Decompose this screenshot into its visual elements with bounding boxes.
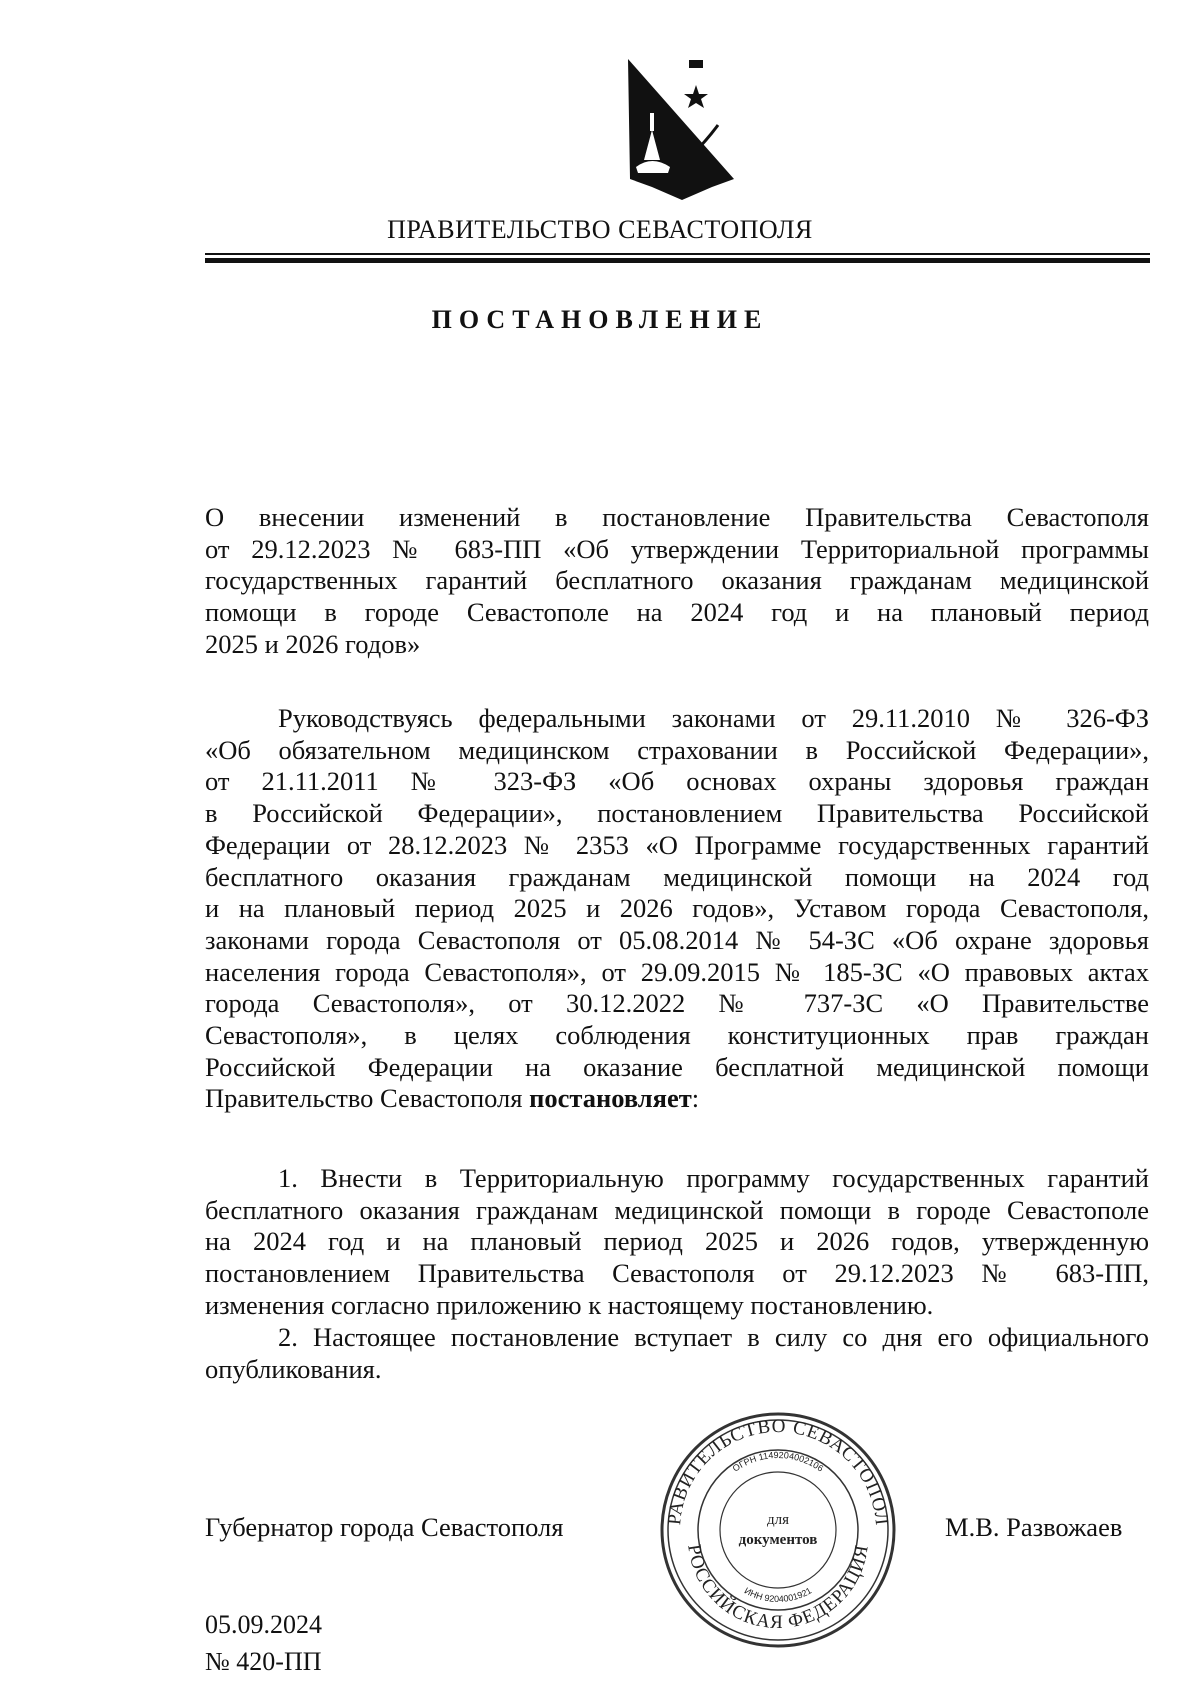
document-date: 05.09.2024	[205, 1610, 322, 1639]
item-line: изменения согласно приложению к настоящему постановлению.	[205, 1289, 934, 1320]
preamble-line: от 21.11.2011 № 323-ФЗ «Об основах охраны здоровья граждан	[205, 766, 1149, 797]
subject-line: от 29.12.2023 № 683-ПП «Об утверждении Территориальной программы	[205, 533, 1149, 564]
government-title: ПРАВИТЕЛЬСТВО СЕВАСТОПОЛЯ	[387, 215, 813, 244]
resolution-verb: постановляет	[529, 1083, 692, 1114]
subject-line: О внесении изменений в постановление Правительства Севастополя	[205, 502, 1149, 532]
stamp-inner-top-text: ОГРН 1149204002106	[730, 1449, 826, 1474]
sevastopol-coat-of-arms-icon	[622, 55, 742, 205]
stamp-inner-bottom-text: ИНН 9204001921	[742, 1585, 814, 1605]
subject-line: помощи в городе Севастополе на 2024 год и на плановый период	[205, 597, 1149, 628]
preamble-line: бесплатного оказания гражданам медицинской помощи на 2024 год	[205, 861, 1149, 892]
document-subject	[205, 502, 1149, 661]
item-line: 2. Настоящее постановление вступает в силу со дня его официального	[278, 1322, 1149, 1352]
preamble-line: Руководствуясь федеральными законами от 29.11.2010 № 326-ФЗ	[278, 703, 1149, 733]
preamble-line: Федерации от 28.12.2023 № 2353 «О Программе государственных гарантий	[205, 829, 1149, 860]
resolution-item-1	[205, 1163, 1149, 1322]
resolution-suffix: :	[691, 1083, 700, 1114]
stamp-outer-bottom-text: РОССИЙСКАЯ ФЕДЕРАЦИЯ	[683, 1542, 873, 1634]
header-divider-thin	[205, 253, 1150, 255]
resolution-prefix: Правительство Севастополя	[205, 1083, 530, 1114]
item-line: на 2024 год и на плановый период 2025 и 2026 годов, утвержденную	[205, 1226, 1149, 1257]
preamble-line: «Об обязательном медицинском страховании в Российской Федерации»,	[205, 734, 1149, 765]
preamble-line: в Российской Федерации», постановлением Правительства Российской	[205, 798, 1149, 829]
item-line: 1. Внести в Территориальную программу государственных гарантий	[278, 1163, 1149, 1193]
item-line: постановлением Правительства Севастополя от 29.12.2023 № 683-ПП,	[205, 1258, 1149, 1289]
svg-text:ПРАВИТЕЛЬСТВО СЕВАСТОПОЛЯ	[658, 1410, 892, 1527]
preamble-line: Севастополя», в целях соблюдения конституционных прав граждан	[205, 1020, 1149, 1051]
preamble-resolution-line	[205, 1083, 1149, 1115]
round-seal-icon	[658, 1410, 898, 1650]
official-stamp	[658, 1410, 898, 1650]
stamp-outer-top-text: РАВИТЕЛЬСТВО СЕВАСТОПОЛ	[664, 1415, 893, 1527]
stamp-center-line-1: для	[766, 1512, 790, 1528]
preamble-paragraph	[205, 703, 1149, 1115]
item-line: опубликования.	[205, 1353, 382, 1384]
subject-line: государственных гарантий бесплатного оказания гражданам медицинской	[205, 565, 1149, 596]
document-number: № 420-ПП	[205, 1647, 322, 1676]
svg-text:ОГРН 1149204002106	[731, 1450, 826, 1474]
preamble-line: города Севастополя», от 30.12.2022 № 737-ЗС «О Правительстве	[205, 988, 1149, 1019]
signer-title: Губернатор города Севастополя	[205, 1512, 564, 1542]
preamble-line: населения города Севастополя», от 29.09.2015 № 185-ЗС «О правовых актах	[205, 956, 1149, 987]
resolution-item-2	[205, 1322, 1149, 1385]
item-line: бесплатного оказания гражданам медицинской помощи в городе Севастополе	[205, 1194, 1149, 1225]
preamble-line: и на плановый период 2025 и 2026 годов», Уставом города Севастополя,	[205, 893, 1149, 924]
coat-of-arms-emblem	[622, 55, 742, 205]
preamble-line: законами города Севастополя от 05.08.2014 № 54-ЗС «Об охране здоровья	[205, 924, 1149, 955]
preamble-line: Российской Федерации на оказание бесплатной медицинской помощи	[205, 1051, 1149, 1082]
subject-line: 2025 и 2026 годов»	[205, 628, 421, 659]
stamp-center-line-2: документов	[738, 1532, 818, 1548]
signer-name: М.В. Развожаев	[945, 1512, 1123, 1542]
document-type-heading: ПОСТАНОВЛЕНИЕ	[431, 305, 769, 334]
header-divider-thick	[205, 258, 1150, 263]
